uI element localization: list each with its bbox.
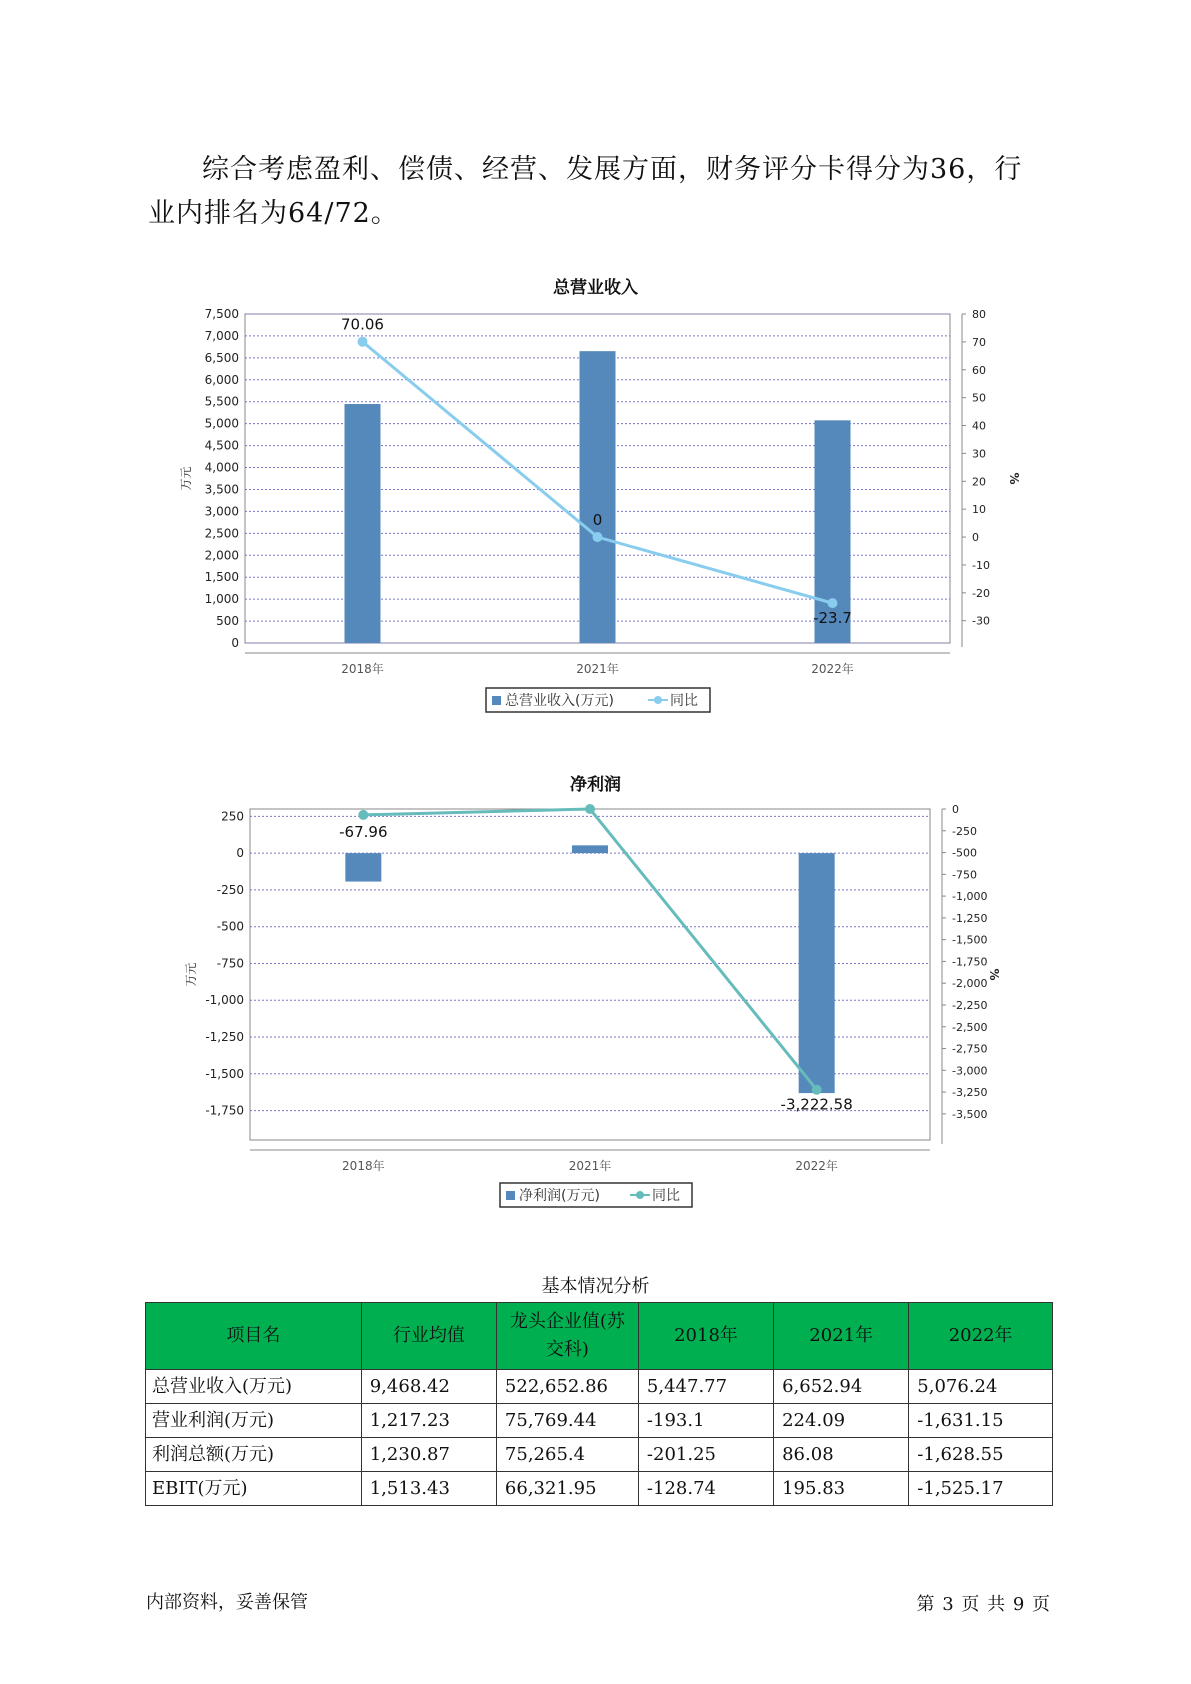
table-cell: 5,076.24 <box>909 1370 1053 1404</box>
y-tick-left: -250 <box>216 882 244 897</box>
table-header-cell: 2018年 <box>638 1303 773 1370</box>
table-cell: 1,230.87 <box>361 1438 496 1472</box>
y-tick-right: -2,250 <box>952 998 988 1012</box>
y-tick-right: -3,500 <box>952 1107 988 1121</box>
y-tick-left: 7,500 <box>204 307 239 321</box>
table-cell: 75,265.4 <box>496 1438 638 1472</box>
y-tick-left: -1,750 <box>205 1103 244 1118</box>
y-tick-right: -2,750 <box>952 1042 988 1056</box>
footer-page-number: 第 3 页 共 9 页 <box>916 1594 1051 1615</box>
table-cell: EBIT(万元) <box>146 1472 362 1506</box>
data-label: 70.06 <box>341 315 384 334</box>
chart-title-net-profit: 净利润 <box>570 775 621 795</box>
table-cell: 224.09 <box>774 1404 909 1438</box>
table-header-cell: 行业均值 <box>361 1303 496 1370</box>
y-tick-left: 1,500 <box>204 570 239 585</box>
bar <box>572 845 608 853</box>
legend-bar-swatch <box>506 1191 515 1200</box>
table-cell: 1,217.23 <box>361 1404 496 1438</box>
table-cell: 6,652.94 <box>774 1370 909 1404</box>
y-tick-left: 3,500 <box>204 482 239 497</box>
basic-analysis-table <box>145 1302 1053 1506</box>
chart-title-revenue: 总营业收入 <box>553 278 638 298</box>
y-tick-right: 30 <box>972 447 986 461</box>
data-label: 0 <box>592 511 603 530</box>
y-tick-left: 3,000 <box>204 504 239 519</box>
bar <box>580 351 616 643</box>
revenue-chart <box>0 300 1191 720</box>
y-axis-label-left: 万元 <box>184 962 198 987</box>
y-tick-left: -500 <box>216 919 244 934</box>
y-tick-left: -1,250 <box>205 1030 244 1045</box>
table-cell: -193.1 <box>638 1404 773 1438</box>
table-cell: 营业利润(万元) <box>146 1404 362 1438</box>
y-tick-left: 6,000 <box>204 372 239 387</box>
x-tick-label: 2021年 <box>568 1159 612 1173</box>
y-tick-left: 4,500 <box>204 438 239 453</box>
y-tick-right: 60 <box>972 363 986 377</box>
y-tick-left: 0 <box>231 636 239 650</box>
table-header-cell: 项目名 <box>146 1303 362 1370</box>
bar <box>345 853 381 881</box>
table-cell: -1,628.55 <box>909 1438 1053 1472</box>
footer-confidential: 内部资料，妥善保管 <box>146 1592 308 1613</box>
table-header-cell: 2022年 <box>909 1303 1053 1370</box>
summary-paragraph: 综合考虑盈利、偿债、经营、发展方面，财务评分卡得分为36，行业内排名为64/72。 <box>148 154 1023 229</box>
y-tick-right: 20 <box>972 475 986 489</box>
x-tick-label: 2018年 <box>341 662 384 676</box>
y-tick-left: 6,500 <box>204 350 239 365</box>
table-cell: 66,321.95 <box>496 1472 638 1506</box>
y-tick-left: 2,500 <box>204 526 239 541</box>
table-cell: 5,447.77 <box>638 1370 773 1404</box>
table-header-cell: 龙头企业值(苏交科) <box>496 1303 638 1370</box>
table-row <box>146 1370 1053 1404</box>
table-cell: -1,525.17 <box>909 1472 1053 1506</box>
legend-line-label: 同比 <box>652 1188 680 1204</box>
line-point <box>358 810 368 820</box>
y-tick-right: -1,500 <box>952 933 988 947</box>
table-cell: 1,513.43 <box>361 1472 496 1506</box>
line-point <box>812 1085 822 1095</box>
y-tick-right: -500 <box>952 846 977 860</box>
y-tick-left: 7,000 <box>204 328 239 343</box>
y-tick-right: -1,750 <box>952 955 988 969</box>
y-tick-right: -20 <box>972 586 990 600</box>
y-tick-right: -1,250 <box>952 911 988 925</box>
table-header-cell: 2021年 <box>774 1303 909 1370</box>
table-cell: -1,631.15 <box>909 1404 1053 1438</box>
x-tick-label: 2021年 <box>576 662 619 676</box>
y-tick-left: -750 <box>216 956 244 971</box>
y-tick-left: 5,000 <box>204 416 239 431</box>
y-tick-right: -3,000 <box>952 1064 988 1078</box>
y-axis-label-left: 万元 <box>179 466 193 491</box>
y-tick-left: 1,000 <box>204 592 239 607</box>
legend-line-marker <box>654 696 662 704</box>
y-tick-right: 40 <box>972 419 986 433</box>
y-tick-left: 4,000 <box>204 460 239 475</box>
y-axis-label-right: % <box>987 968 1001 981</box>
line-point <box>358 337 368 347</box>
table-row <box>146 1404 1053 1438</box>
y-tick-right: 0 <box>952 803 959 816</box>
y-tick-right: -2,000 <box>952 977 988 991</box>
y-tick-right: -10 <box>972 558 990 572</box>
bar <box>799 853 835 1093</box>
table-cell: 利润总额(万元) <box>146 1438 362 1472</box>
legend-bar-label: 总营业收入(万元) <box>505 693 614 709</box>
table-cell: 75,769.44 <box>496 1404 638 1438</box>
data-label: -3,222.58 <box>780 1095 853 1114</box>
y-tick-right: -2,500 <box>952 1020 988 1034</box>
y-tick-right: -30 <box>972 614 990 628</box>
line-point <box>593 532 603 542</box>
y-tick-left: -1,500 <box>205 1066 244 1081</box>
table-row <box>146 1472 1053 1506</box>
table-cell: 总营业收入(万元) <box>146 1370 362 1404</box>
y-tick-left: 2,000 <box>204 548 239 563</box>
table-cell: -201.25 <box>638 1438 773 1472</box>
y-tick-left: 5,500 <box>204 394 239 409</box>
table-header-row <box>146 1303 1053 1370</box>
y-tick-right: -1,000 <box>952 890 988 904</box>
table-caption: 基本情况分析 <box>541 1276 650 1297</box>
line-point <box>585 804 595 814</box>
y-tick-left: 250 <box>221 809 244 824</box>
y-tick-right: 10 <box>972 503 986 517</box>
y-tick-left: 500 <box>216 614 239 629</box>
bar <box>345 404 381 643</box>
net-profit-chart <box>0 797 1191 1227</box>
table-cell: 9,468.42 <box>361 1370 496 1404</box>
table-row <box>146 1438 1053 1472</box>
legend-line-marker <box>636 1191 644 1199</box>
legend-bar-label: 净利润(万元) <box>519 1188 600 1204</box>
y-tick-left: 0 <box>236 846 244 861</box>
y-tick-right: -750 <box>952 868 977 882</box>
legend-bar-swatch <box>492 696 501 705</box>
data-label: -67.96 <box>339 822 388 841</box>
table-cell: 522,652.86 <box>496 1370 638 1404</box>
y-tick-right: 50 <box>972 391 986 405</box>
y-tick-right: 80 <box>972 308 986 321</box>
x-tick-label: 2018年 <box>342 1159 385 1173</box>
y-tick-right: -250 <box>952 824 977 838</box>
y-tick-right: -3,250 <box>952 1086 988 1100</box>
table-cell: 86.08 <box>774 1438 909 1472</box>
table-cell: -128.74 <box>638 1472 773 1506</box>
line-point <box>828 598 838 608</box>
y-tick-right: 70 <box>972 335 986 349</box>
y-axis-label-right: % <box>1007 472 1021 485</box>
y-tick-left: -1,000 <box>205 993 244 1008</box>
data-label: -23.7 <box>813 609 852 628</box>
x-tick-label: 2022年 <box>811 662 854 676</box>
legend-line-label: 同比 <box>670 693 698 709</box>
table-cell: 195.83 <box>774 1472 909 1506</box>
y-tick-right: 0 <box>972 531 979 545</box>
x-tick-label: 2022年 <box>795 1159 838 1173</box>
